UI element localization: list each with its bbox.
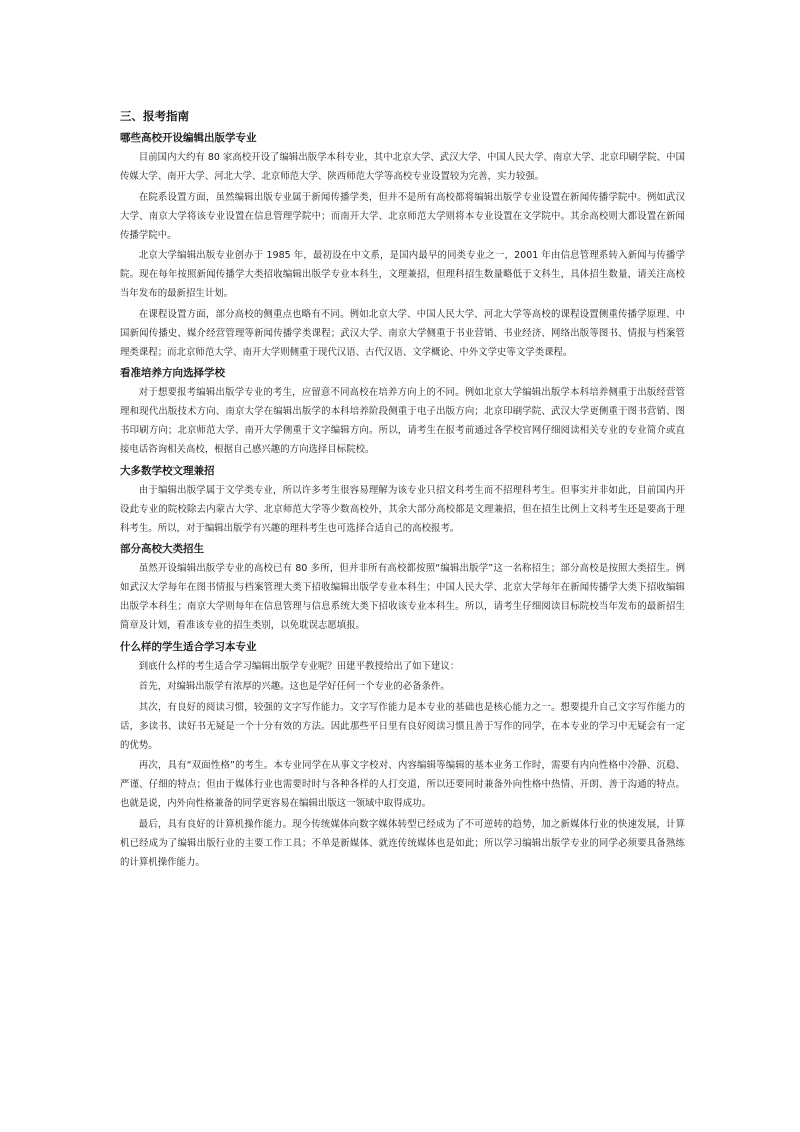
paragraph: 其次，有良好的阅读习惯，较强的文字写作能力。文字写作能力是本专业的基础也是核心能力之一。想要提升自己文字写作能力的话，多读书、读好书无疑是一个十分有效的方法。因此那些平日里有良好阅读习惯且善于写作的同学，在本专业的学习中无疑会有一定的优势。 — [120, 701, 685, 751]
document-page — [120, 106, 685, 873]
paragraph: 目前国内大约有 80 家高校开设了编辑出版学本科专业，其中北京大学、武汉大学、中国人民大学、南京大学、北京印刷学院、中国传媒大学、南开大学、河北大学、北京师范大学、陕西师范大学等高校专业设置较为完善，实力较强。 — [120, 152, 685, 182]
section-title: 三、报考指南 — [120, 109, 189, 123]
section-which-universities — [120, 128, 685, 362]
paragraph: 虽然开设编辑出版学专业的高校已有 80 多所，但并非所有高校都按照“编辑出版学”这一名称招生；部分高校是按照大类招生。例如武汉大学每年在图书情报与档案管理大类下招收编辑出版学专业本科生；中国人民大学、北京大学每年在新闻传播学大类下招收编辑出版学本科生；南京大学则每年在信息管理与信息系统大类下招收该专业本科生。所以，请考生仔细阅读目标院校当年发布的最新招生简章及计划，看准该专业的招生类别，以免耽误志愿填报。 — [120, 563, 685, 631]
section-training-direction — [120, 363, 685, 459]
paragraph: 对于想要报考编辑出版学专业的考生，应留意不同高校在培养方向上的不同。例如北京大学编辑出版学本科培养侧重于出版经营管理和现代出版技术方向、南京大学在编辑出版学的本科培养阶段侧重于电子出版方向；北京印刷学院、武汉大学更侧重于图书营销、图书印刷方向；北京师范大学、南开大学侧重于文字编辑方向。所以，请考生在报考前通过各学校官网仔细阅读相关专业的专业简介或直接电话咨询相关高校，根据自己感兴趣的方向选择目标院校。 — [120, 387, 685, 455]
paragraph: 再次，具有“双面性格”的考生。本专业同学在从事文字校对、内容编辑等编辑的基本业务工作时，需要有内向性格中冷静、沉稳、严谨、仔细的特点；但由于媒体行业也需要时时与各种各样的人打交道，所以还要同时兼备外向性格中热情、开朗、善于沟通的特点。也就是说，内外向性格兼备的同学更容易在编辑出版这一领域中取得成功。 — [120, 760, 685, 809]
paragraph: 在课程设置方面，部分高校的侧重点也略有不同。例如北京大学、中国人民大学、河北大学等高校的课程设置侧重传播学原理、中国新闻传播史、媒介经营管理等新闻传播学类课程；武汉大学、南京大学侧重于书业营销、书业经济、网络出版等图书、情报与档案管理类课程；而北京师范大学、南开大学则侧重于现代汉语、古代汉语、文学概论、中外文学史等文学类课程。 — [120, 308, 685, 358]
section-heading: 看准培养方向选择学校 — [120, 367, 225, 379]
section-heading: 什么样的学生适合学习本专业 — [120, 640, 257, 653]
paragraph: 到底什么样的考生适合学习编辑出版学专业呢？田建平教授给出了如下建议： — [138, 660, 460, 672]
section-heading: 哪些高校开设编辑出版学专业 — [120, 132, 257, 144]
paragraph: 首先，对编辑出版学有浓厚的兴趣。这也是学好任何一个专业的必备条件。 — [138, 681, 450, 692]
section-arts-science — [120, 461, 685, 538]
paragraph: 由于编辑出版学属于文学类专业，所以许多考生很容易理解为该专业只招文科考生而不招理科考生。但事实并非如此，目前国内开设此专业的院校除去内蒙古大学、北京师范大学等少数高校外，其余大部分高校都是文理兼招，但在招生比例上文科考生还是要高于理科考生。所以，对于编辑出版学有兴趣的理科考生也可选择合适自己的高校报考。 — [120, 484, 685, 534]
section-suitable-students — [120, 637, 685, 872]
paragraph: 在院系设置方面，虽然编辑出版专业属于新闻传播学类，但并不是所有高校都将编辑出版学专业设置在新闻传播学院中。例如武汉大学、南京大学将该专业设置在信息管理学院中；而南开大学、北京师范大学则将本专业设置在文学院中。其余高校则大都设置在新闻传播学院中。 — [120, 191, 685, 241]
paragraph: 最后，具有良好的计算机操作能力。现今传统媒体向数字媒体转型已经成为了不可逆转的趋势，加之新媒体行业的快速发展，计算机已经成为了编辑出版行业的主要工作工具；不单是新媒体、就连传统媒体也是如此；所以学习编辑出版学专业的同学必须要具备熟练的计算机操作能力。 — [120, 818, 685, 868]
section-heading: 部分高校大类招生 — [120, 543, 204, 555]
section-heading: 大多数学校文理兼招 — [120, 464, 215, 477]
paragraph: 北京大学编辑出版专业创办于 1985 年，最初设在中文系，是国内最早的同类专业之一，2001 年由信息管理系转入新闻与传播学院。现在每年按照新闻传播学大类招收编辑出版学专业本科生，文理兼招，但理科招生数量略低于文科生，具体招生数量，请关注高校当年发布的最新招生计划。 — [120, 250, 685, 299]
section-category-enrollment — [120, 539, 685, 635]
